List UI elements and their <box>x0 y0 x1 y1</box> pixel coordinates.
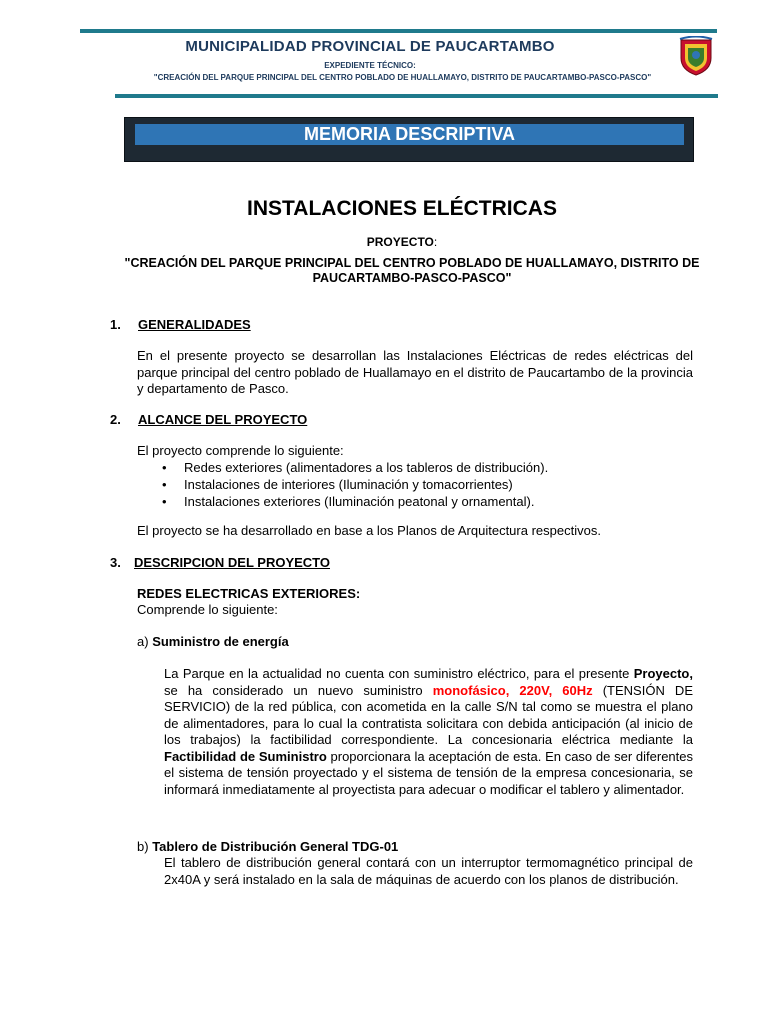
proyecto-name: "CREACIÓN DEL PARQUE PRINCIPAL DEL CENTRO POBLADO DE HUALLAMAYO, DISTRITO DE PAUCARTAMBO-PASCO-PASCO" <box>124 256 700 285</box>
subsection-b-letter: b) <box>137 839 149 854</box>
section-1-heading <box>110 317 251 332</box>
section-1-number: 1. <box>110 317 121 332</box>
section-3-intro: Comprende lo siguiente: <box>137 602 278 617</box>
memoria-banner <box>124 117 694 162</box>
section-1-text: En el presente proyecto se desarrollan las Instalaciones Eléctricas de redes eléctricas del parque principal del centro poblado de Huallamayo en el distrito de Paucartambo de la provincia y departamento de Pasco. <box>137 348 693 396</box>
header-expediente-label: EXPEDIENTE TÉCNICO: <box>324 61 416 70</box>
list-item: • Redes exteriores (alimentadores a los tableros de distribución). <box>160 459 700 476</box>
subsection-a-supply-spec: monofásico, 220V, 60Hz <box>432 682 593 698</box>
section-1-title: GENERALIDADES <box>138 317 251 332</box>
list-item: • Instalaciones exteriores (Iluminación peatonal y ornamental). <box>160 493 700 510</box>
subsection-a-text-1: La Parque en la actualidad no cuenta con suministro eléctrico, para el presente <box>164 666 630 681</box>
subsection-a-title: Suministro de energía <box>152 634 289 649</box>
subsection-a-factibilidad: Factibilidad de Suministro <box>164 748 327 764</box>
section-2-list <box>160 459 700 510</box>
section-3-subtitle: REDES ELECTRICAS EXTERIORES: <box>137 586 361 601</box>
subsection-a-heading <box>137 634 693 651</box>
subsection-a-text <box>164 666 693 798</box>
section-2-intro: El proyecto comprende lo siguiente: <box>137 443 344 458</box>
section-2-number: 2. <box>110 412 121 427</box>
header-project-line: "CREACIÓN DEL PARQUE PRINCIPAL DEL CENTRO POBLADO DE HUALLAMAYO, DISTRITO DE PAUCARTAMBO-PASCO-PASCO" <box>153 73 652 82</box>
list-item: • Instalaciones de interiores (Iluminación y tomacorrientes) <box>160 476 700 493</box>
proyecto-label: PROYECTO <box>366 235 434 249</box>
header-bottom-rule <box>115 94 718 98</box>
proyecto-colon: : <box>433 235 438 249</box>
subsection-b-heading <box>137 839 693 856</box>
section-2-heading <box>110 412 307 427</box>
section-3-number: 3. <box>110 555 121 570</box>
proyecto-label-line <box>80 235 724 249</box>
subsection-b-text: El tablero de distribución general contará con un interruptor termomagnético principal de 2x40A y será instalado en la sala de máquinas de acuerdo con los planos de distribución. <box>164 855 693 887</box>
section-3-heading <box>110 555 330 570</box>
subsection-a-proyecto: Proyecto, <box>633 666 693 681</box>
subsection-a-text-4: proporcionara la aceptación de esta. En caso de ser diferentes el sistema de tensión proyectado y el sistema de tensión de la empresa concesionaria, se informará inmediatamente al proyectista para adecuar o modificar el tablero y alimentador. <box>164 748 693 797</box>
memoria-banner-label: MEMORIA DESCRIPTIVA <box>135 124 684 145</box>
header-organization: MUNICIPALIDAD PROVINCIAL DE PAUCARTAMBO <box>185 38 555 55</box>
subsection-a-letter: a) <box>137 634 149 649</box>
subsection-a-text-2: se ha considerado un nuevo suministro <box>164 682 433 698</box>
section-3-title: DESCRIPCION DEL PROYECTO <box>134 555 330 570</box>
subsection-b-title: Tablero de Distribución General TDG-01 <box>152 839 399 854</box>
header-top-rule <box>80 29 717 33</box>
subsection-a-text-3: (TENSIÓN DE SERVICIO) de la red pública, con acometida en la calle S/N tal como se muestra el plano de alimentadores, para lo cual la contratista solicitara con debida anticipación (al inicio de los trabajos) la factibilidad correspondiente. La concesionaria eléctrica mediante la <box>164 682 693 747</box>
section-2-title: ALCANCE DEL PROYECTO <box>138 412 308 427</box>
section-2-closing: El proyecto se ha desarrollado en base a los Planos de Arquitectura respectivos. <box>137 523 601 538</box>
municipality-crest-logo <box>678 36 714 76</box>
document-title: INSTALACIONES ELÉCTRICAS <box>247 197 557 220</box>
